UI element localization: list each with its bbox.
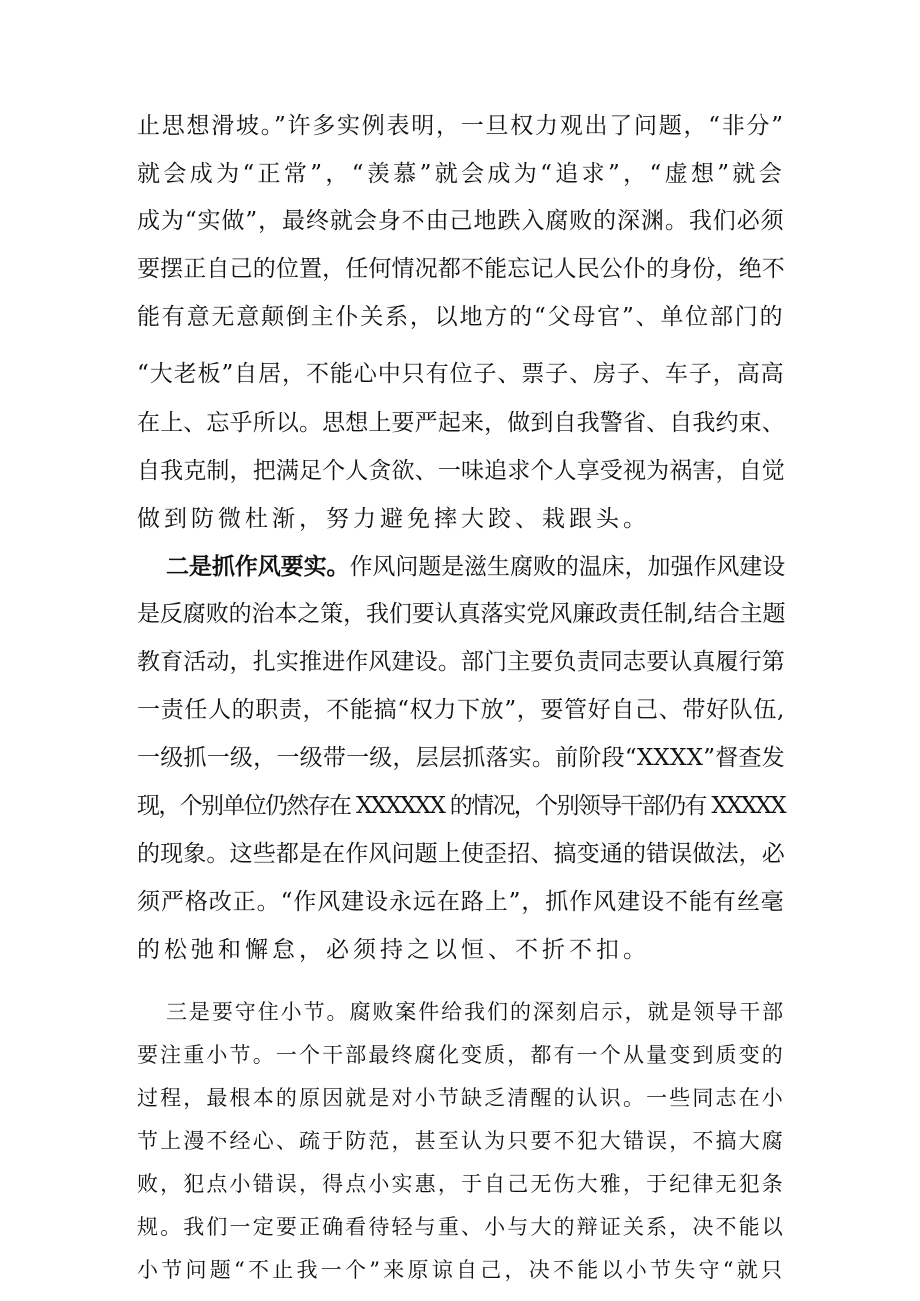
paragraph-3-line-7: 小节问题“不止我一个”来原谅自己，决不能以小节失守“就只	[137, 1258, 786, 1282]
paragraph-1-line-6: “大老板”自居，不能心中只有位子、票子、房子、车子，高高	[137, 361, 785, 387]
paragraph-1-line-9: 做到防微杜渐，努力避免摔大跤、栽跟头。	[137, 506, 650, 532]
paragraph-1-line-3: 成为“实做”，最终就会身不由己地跌入腐败的深渊。我们必须	[137, 208, 785, 234]
paragraph-2-line-7: 的现象。这些都是在作风问题上使歪招、搞变通的错误做法，必	[137, 841, 785, 867]
paragraph-2-line-5: 一级抓一级，一级带一级，层层抓落实。前阶段“XXXX”督查发	[137, 745, 785, 771]
paragraph-1-line-8: 自我克制，把满足个人贪欲、一味追求个人享受视为祸害，自觉	[137, 458, 785, 484]
paragraph-1-line-4: 要摆正自己的位置，任何情况都不能忘记人民公仆的身份，绝不	[137, 256, 785, 282]
paragraph-1-line-7: 在上、忘乎所以。思想上要严起来，做到自我警省、自我约束、	[137, 410, 785, 436]
paragraph-3-line-1: 三是要守住小节。腐败案件给我们的深刻启示，就是领导干部	[166, 1000, 786, 1024]
paragraph-3-line-5: 败，犯点小错误，得点小实惠，于自己无伤大雅，于纪律无犯条	[137, 1172, 785, 1196]
paragraph-2-heading: 二是抓作风要实。	[166, 554, 350, 580]
paragraph-3-line-6: 规。我们一定要正确看待轻与重、小与大的辩证关系，决不能以	[137, 1215, 785, 1239]
paragraph-1-line-2: 就会成为“正常”，“羡慕”就会成为“追求”，“虚想”就会	[137, 161, 786, 187]
paragraph-1-line-5: 能有意无意颠倒主仆关系，以地方的“父母官”、单位部门的	[137, 304, 785, 330]
paragraph-2-line-8: 须严格改正。“作风建设永远在路上”，抓作风建设不能有丝毫	[137, 889, 785, 915]
paragraph-2-line-3: 教育活动，扎实推进作风建设。部门主要负责同志要认真履行第	[137, 649, 785, 675]
paragraph-2-line-1-text: 作风问题是滋生腐败的温床，加强作风建设	[349, 554, 786, 580]
paragraph-3-line-2: 要注重小节。一个干部最终腐化变质，都有一个从量变到质变的	[137, 1043, 785, 1067]
paragraph-2-line-2: 是反腐败的治本之策，我们要认真落实党风廉政责任制,结合主题	[137, 601, 786, 627]
paragraph-2-line-4: 一责任人的职责，不能搞“权力下放”，要管好自己、带好队伍,	[137, 697, 785, 723]
paragraph-3-line-3: 过程，最根本的原因就是对小节缺乏清醒的认识。一些同志在小	[137, 1086, 785, 1110]
paragraph-2-line-9: 的松弛和懈怠，必须持之以恒、不折不扣。	[137, 937, 650, 963]
paragraph-3-line-4: 节上漫不经心、疏于防范，甚至认为只要不犯大错误，不搞大腐	[137, 1129, 785, 1153]
paragraph-2-line-1	[166, 547, 785, 587]
paragraph-1-line-1: 止思想滑坡。”许多实例表明，一旦权力观出了问题，“非分”	[137, 113, 785, 139]
paragraph-2-line-6: 现，个别单位仍然存在 XXXXXX 的情况，个别领导干部仍有 XXXXX	[137, 793, 785, 819]
